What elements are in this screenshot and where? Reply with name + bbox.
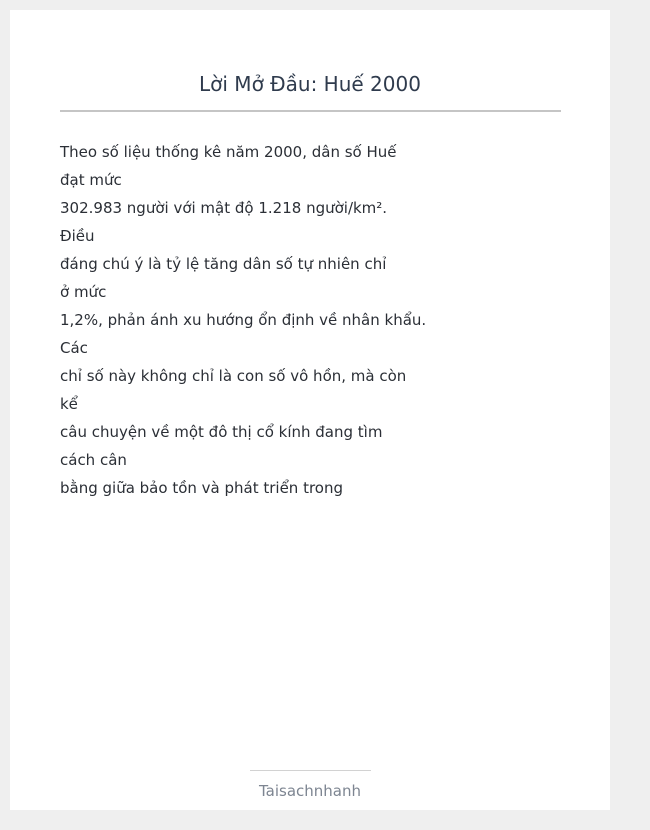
- page-title: Lời Mở Đầu: Huế 2000: [199, 72, 421, 96]
- text-line: chỉ số này không chỉ là con số vô hồn, mà còn: [60, 367, 407, 385]
- text-line: 1,2%, phản ánh xu hướng ổn định về nhân khẩu.: [60, 311, 427, 329]
- text-line: Điều: [60, 227, 95, 245]
- text-line: Các: [60, 339, 88, 357]
- text-line: bằng giữa bảo tồn và phát triển trong: [60, 479, 344, 497]
- footer-brand: Taisachnhanh: [258, 782, 362, 800]
- title-divider: [60, 110, 561, 112]
- footer-divider: [250, 770, 371, 771]
- text-line: cách cân: [60, 451, 127, 469]
- text-line: đạt mức: [60, 171, 122, 189]
- document-page: [10, 10, 610, 810]
- text-line: Theo số liệu thống kê năm 2000, dân số Huế: [60, 143, 397, 161]
- text-line: đáng chú ý là tỷ lệ tăng dân số tự nhiên chỉ: [60, 255, 387, 273]
- text-line: câu chuyện về một đô thị cổ kính đang tìm: [60, 423, 383, 441]
- text-line: kể: [60, 395, 78, 413]
- text-line: ở mức: [60, 283, 107, 301]
- text-line: 302.983 người với mật độ 1.218 người/km².: [60, 199, 388, 217]
- body-paragraph: [60, 138, 580, 502]
